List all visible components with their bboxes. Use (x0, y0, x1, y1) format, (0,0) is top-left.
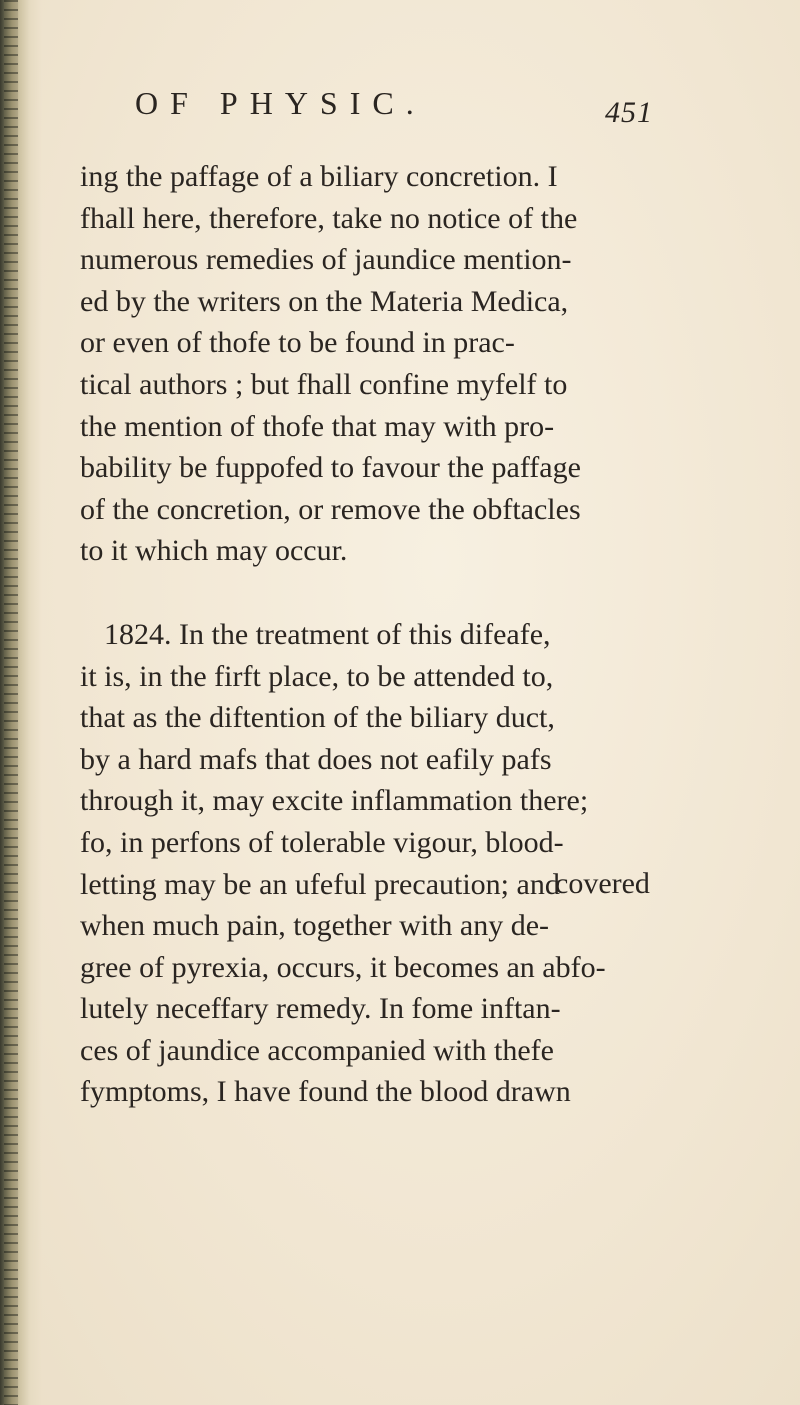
binding-stitching (4, 0, 18, 1405)
text-line: tical authors ; but fhall confine myfelf to (80, 367, 568, 401)
text-line: the mention of thofe that may with pro- (80, 409, 555, 443)
text-line: fymptoms, I have found the blood drawn (80, 1075, 571, 1109)
text-line: letting may be an ufeful precaution; and (80, 867, 560, 901)
text-line: gree of pyrexia, occurs, it becomes an abfo- (80, 950, 606, 984)
text-line: fhall here, therefore, take no notice of the (80, 201, 578, 235)
text-block (62, 156, 682, 1113)
text-line: 1824. In the treatment of this difeafe, (104, 617, 551, 651)
text-line: ces of jaundice accompanied with thefe (80, 1033, 554, 1067)
text-line: to it which may occur. (80, 534, 348, 568)
paragraph-gap (62, 572, 682, 614)
text-line: through it, may excite inflammation there; (80, 784, 589, 818)
text-line: when much pain, together with any de- (80, 909, 550, 943)
text-line: ing the paffage of a biliary concretion. I (80, 160, 558, 193)
page-number: 451 (605, 96, 653, 129)
text-line: bability be fuppofed to favour the paffage (80, 451, 581, 485)
text-line: numerous remedies of jaundice mention- (80, 243, 572, 277)
text-line: it is, in the firft place, to be attended to, (80, 659, 554, 693)
catchword: covered (555, 867, 650, 900)
text-line: fo, in perfons of tolerable vigour, blood- (80, 825, 564, 859)
paragraph-1 (62, 156, 682, 572)
text-line: lutely neceffary remedy. In fome inftan- (80, 992, 561, 1026)
running-head: OF PHYSIC. (135, 85, 426, 121)
text-line: that as the diftention of the biliary duct, (80, 701, 555, 735)
text-line: or even of thofe to be found in prac- (80, 326, 515, 360)
text-line: ed by the writers on the Materia Medica, (80, 284, 569, 318)
text-line: of the concretion, or remove the obftacles (80, 492, 581, 526)
text-line: by a hard mafs that does not eafily pafs (80, 742, 552, 776)
